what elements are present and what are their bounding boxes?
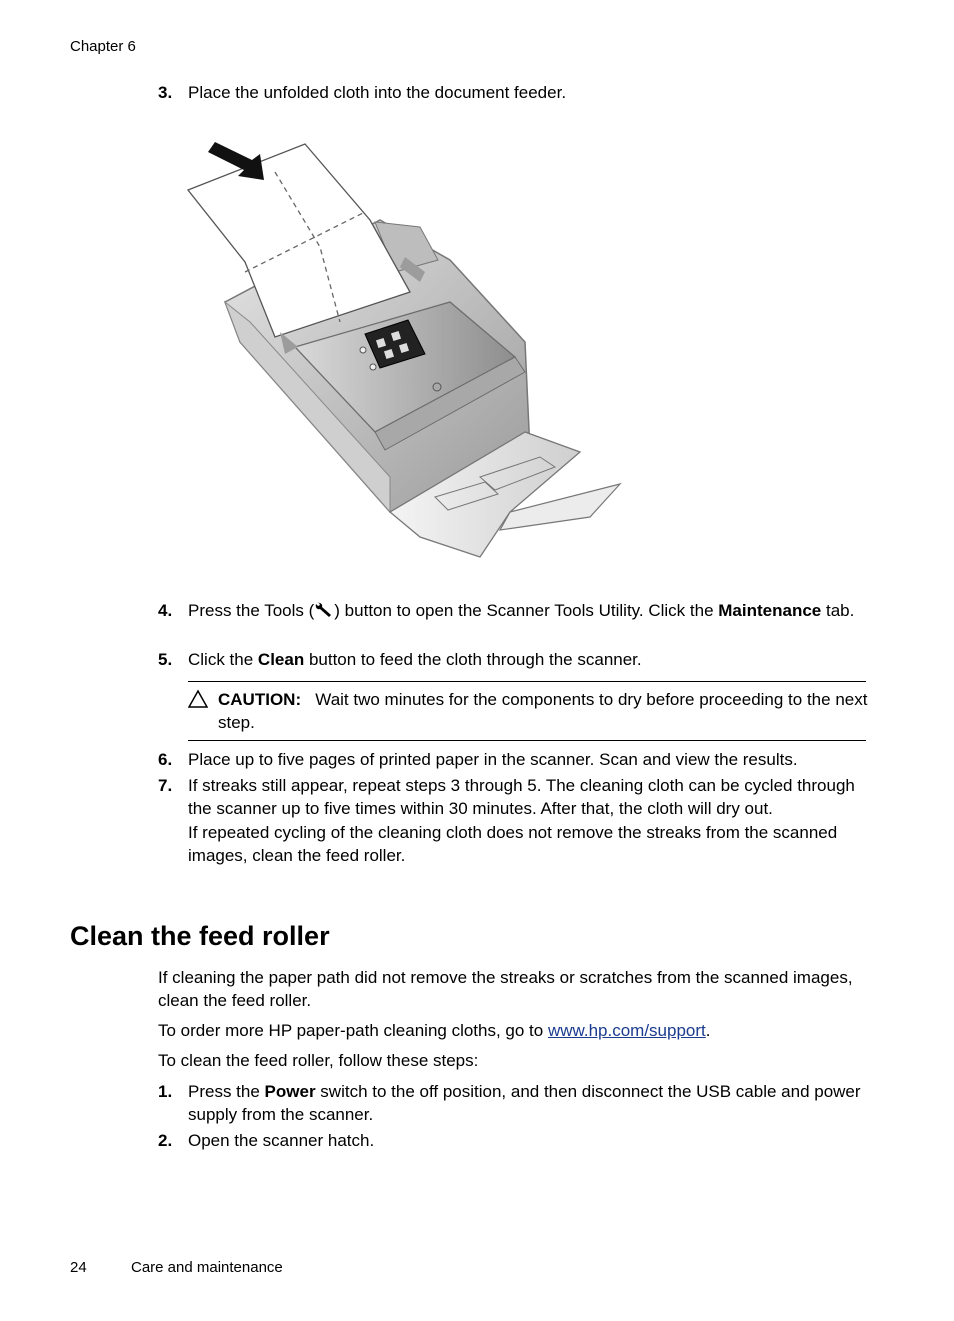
section-title: Clean the feed roller bbox=[70, 921, 330, 951]
caution-triangle-icon bbox=[188, 689, 208, 709]
step-3 bbox=[158, 82, 868, 105]
caution-body: Wait two minutes for the components to dry before proceeding to the next step. bbox=[218, 690, 868, 732]
step-text-part: switch to the off position, and then disconnect the USB cable and power supply from the scanner. bbox=[188, 1082, 861, 1124]
step-text: Open the scanner hatch. bbox=[188, 1131, 375, 1150]
footer-title: Care and maintenance bbox=[131, 1259, 283, 1276]
step-text bbox=[188, 649, 868, 672]
step-note: If repeated cycling of the cleaning cloth does not remove the streaks from the scanned images, clean the feed roller. bbox=[188, 823, 838, 865]
step-text-part: Click the bbox=[188, 650, 258, 669]
step-text-part: button to feed the cloth through the scanner. bbox=[304, 650, 642, 669]
paragraph-text: . bbox=[705, 1021, 711, 1040]
page-number: 24 bbox=[70, 1259, 87, 1276]
chapter-header: Chapter 6 bbox=[70, 38, 136, 55]
section-paragraph-3: To clean the feed roller, follow these steps: bbox=[158, 1051, 479, 1070]
step-text-part: Press the Tools ( bbox=[188, 601, 315, 620]
step-text bbox=[188, 1081, 868, 1126]
step-4 bbox=[158, 600, 868, 623]
step-text-part: Press the bbox=[188, 1082, 265, 1101]
step-number: 1. bbox=[158, 1082, 173, 1101]
power-switch-label: Power bbox=[264, 1082, 316, 1101]
caution-label: CAUTION: bbox=[218, 690, 302, 709]
hp-support-link[interactable]: www.hp.com/support bbox=[547, 1021, 706, 1040]
step-text: Place the unfolded cloth into the document feeder. bbox=[188, 83, 567, 102]
caution-box bbox=[188, 681, 866, 741]
step-text: If streaks still appear, repeat steps 3 through 5. The cleaning cloth can be cycled through the scanner up to five times within 30 minutes. After that, the cloth will dry out. bbox=[188, 776, 855, 818]
step-2 bbox=[158, 1130, 868, 1153]
step-1 bbox=[158, 1081, 868, 1126]
step-text: Place up to five pages of printed paper in the scanner. Scan and view the results. bbox=[188, 750, 798, 769]
paragraph-text: To order more HP paper-path cleaning cloths, go to bbox=[158, 1021, 548, 1040]
step-number: 6. bbox=[158, 750, 173, 769]
step-text-part: ) button to open the Scanner Tools Utility. Click the bbox=[334, 601, 719, 620]
scanner-illustration bbox=[180, 132, 630, 562]
step-number: 4. bbox=[158, 601, 173, 620]
step-6 bbox=[158, 749, 868, 772]
step-number: 2. bbox=[158, 1131, 173, 1150]
caution-text bbox=[218, 688, 868, 734]
step-number: 3. bbox=[158, 83, 173, 102]
maintenance-tab-label: Maintenance bbox=[718, 601, 822, 620]
step-number: 7. bbox=[158, 776, 173, 795]
clean-button-label: Clean bbox=[257, 650, 305, 669]
step-text-part: tab. bbox=[821, 601, 855, 620]
wrench-icon bbox=[314, 601, 334, 619]
section-paragraph-1: If cleaning the paper path did not remove the streaks or scratches from the scanned images, clean the feed roller. bbox=[158, 968, 853, 1010]
step-text bbox=[188, 600, 868, 623]
step-7 bbox=[158, 775, 868, 867]
step-number: 5. bbox=[158, 650, 173, 669]
step-5 bbox=[158, 649, 868, 672]
section-paragraph-2 bbox=[158, 1020, 868, 1043]
